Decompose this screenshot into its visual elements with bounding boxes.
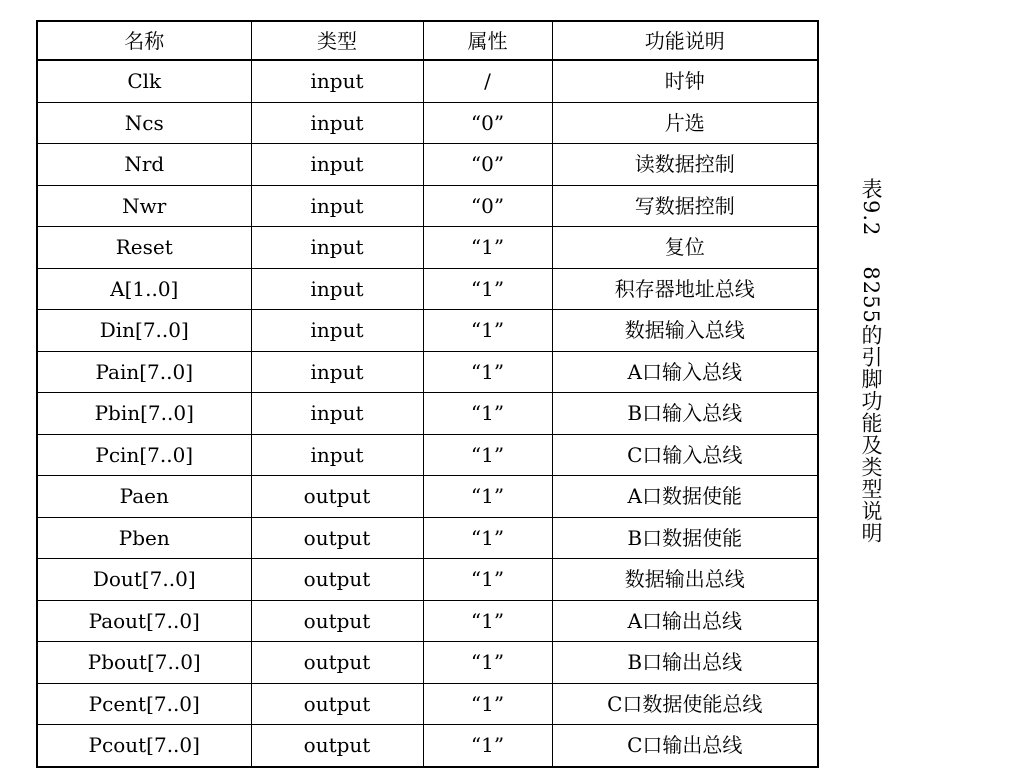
table-row [37,725,818,767]
cell-type: output [251,642,423,684]
table-row [37,517,818,559]
cell-type: output [251,517,423,559]
cell-name: Pben [37,517,251,559]
cell-desc: 片选 [552,102,818,144]
cell-desc: A口输出总线 [552,600,818,642]
cell-desc: 数据输入总线 [552,310,818,352]
cell-type: output [251,559,423,601]
cell-desc: B口数据使能 [552,517,818,559]
cell-desc: 数据输出总线 [552,559,818,601]
cell-desc: 积存器地址总线 [552,268,818,310]
cell-attr: “0” [423,185,552,227]
cell-desc: 写数据控制 [552,185,818,227]
table-caption [860,178,881,544]
cell-name: Nwr [37,185,251,227]
cell-attr: “1” [423,310,552,352]
cell-desc: C口输入总线 [552,434,818,476]
table-row [37,351,818,393]
cell-name: Pbin[7..0] [37,393,251,435]
cell-attr: “1” [423,725,552,767]
cell-desc: B口输出总线 [552,642,818,684]
table-row [37,683,818,725]
caption-title: 8255的引脚功能及类型说明 [859,266,883,544]
table-row [37,434,818,476]
table-row [37,227,818,269]
cell-desc: A口输入总线 [552,351,818,393]
cell-attr: / [423,60,552,102]
cell-name: Paout[7..0] [37,600,251,642]
table-row [37,102,818,144]
cell-name: Din[7..0] [37,310,251,352]
cell-attr: “1” [423,600,552,642]
cell-attr: “0” [423,102,552,144]
cell-desc: B口输入总线 [552,393,818,435]
table-row [37,393,818,435]
pin-function-table [36,20,819,768]
cell-attr: “1” [423,268,552,310]
cell-name: Pcent[7..0] [37,683,251,725]
cell-desc: 复位 [552,227,818,269]
cell-attr: “1” [423,559,552,601]
table-row [37,642,818,684]
cell-name: Nrd [37,144,251,186]
cell-type: input [251,144,423,186]
cell-desc: C口输出总线 [552,725,818,767]
cell-attr: “1” [423,434,552,476]
cell-desc: A口数据使能 [552,476,818,518]
cell-type: input [251,310,423,352]
cell-name: Pbout[7..0] [37,642,251,684]
cell-name: A[1..0] [37,268,251,310]
table-row [37,559,818,601]
cell-type: output [251,476,423,518]
cell-attr: “1” [423,476,552,518]
table-row [37,144,818,186]
cell-desc: C口数据使能总线 [552,683,818,725]
cell-type: input [251,185,423,227]
caption-number: 表9.2 [859,178,883,237]
cell-name: Dout[7..0] [37,559,251,601]
table-body [37,60,818,767]
table-row [37,600,818,642]
cell-attr: “1” [423,227,552,269]
header-desc: 功能说明 [552,21,818,60]
table-row [37,268,818,310]
cell-name: Pain[7..0] [37,351,251,393]
cell-type: output [251,725,423,767]
header-attr: 属性 [423,21,552,60]
cell-type: output [251,600,423,642]
cell-name: Ncs [37,102,251,144]
cell-attr: “1” [423,517,552,559]
cell-type: input [251,60,423,102]
cell-type: input [251,227,423,269]
table-row [37,476,818,518]
table-row [37,310,818,352]
cell-attr: “1” [423,393,552,435]
cell-type: output [251,683,423,725]
cell-type: input [251,351,423,393]
cell-attr: “1” [423,642,552,684]
cell-attr: “1” [423,683,552,725]
cell-name: Clk [37,60,251,102]
cell-type: input [251,434,423,476]
cell-desc: 时钟 [552,60,818,102]
cell-name: Paen [37,476,251,518]
cell-name: Pcin[7..0] [37,434,251,476]
cell-desc: 读数据控制 [552,144,818,186]
header-type: 类型 [251,21,423,60]
table-row [37,185,818,227]
table-row [37,60,818,102]
cell-name: Reset [37,227,251,269]
cell-attr: “1” [423,351,552,393]
cell-attr: “0” [423,144,552,186]
cell-name: Pcout[7..0] [37,725,251,767]
cell-type: input [251,268,423,310]
table-header-row [37,21,818,60]
cell-type: input [251,102,423,144]
header-name: 名称 [37,21,251,60]
cell-type: input [251,393,423,435]
